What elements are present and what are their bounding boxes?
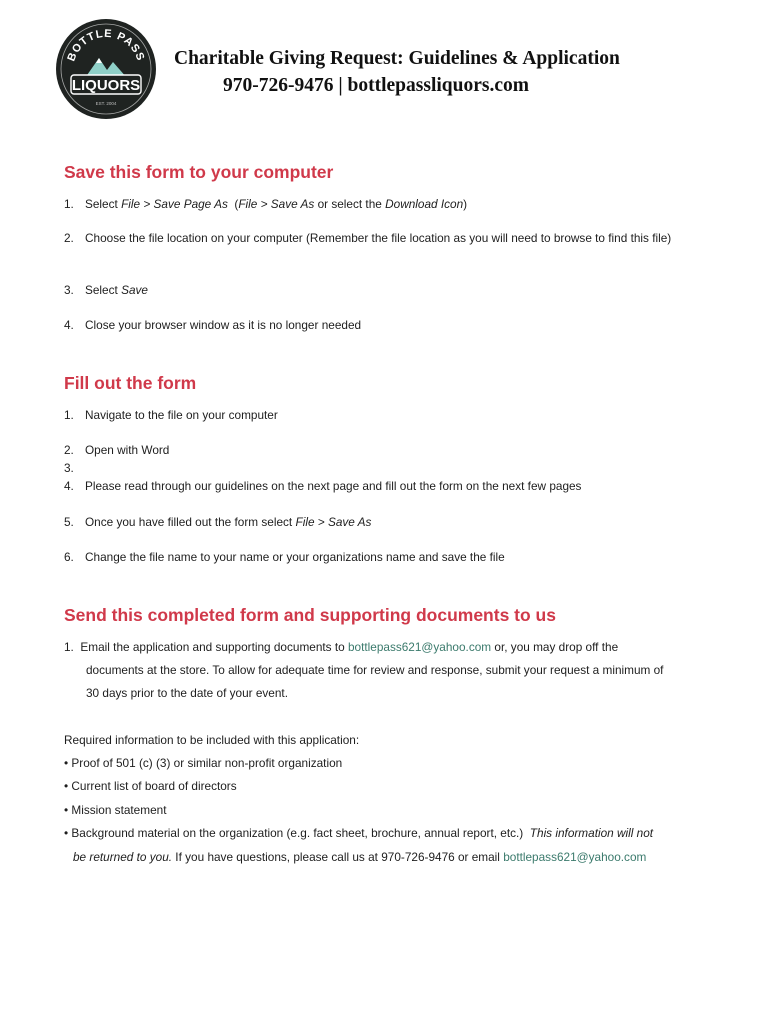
- email-link[interactable]: bottlepass621@yahoo.com: [503, 850, 647, 864]
- send-instruction-line3: 30 days prior to the date of your event.: [86, 686, 288, 700]
- required-info-intro: Required information to be included with this application:: [64, 733, 360, 747]
- contact-line: 970-726-9476 | bottlepassliquors.com: [223, 75, 530, 96]
- bullet-item: • Mission statement: [64, 803, 167, 817]
- bottle-pass-logo: [55, 18, 157, 120]
- logo-text: LIQUORS: [71, 77, 141, 94]
- email-link[interactable]: bottlepass621@yahoo.com: [347, 640, 492, 654]
- bullet-item: • Background material on the organization (e.g. fact sheet, brochure, annual report, etc.) This information will not: [64, 826, 654, 840]
- section-heading-fill: Fill out the form: [64, 373, 197, 393]
- note-emphasis: This information will not: [529, 826, 654, 840]
- contact-note: be returned to you. If you have questions, please call us at 970-726-9476 or email bottlepass621@yahoo.com: [73, 850, 647, 864]
- bullet-item: • Proof of 501 (c) (3) or similar non-profit organization: [64, 756, 343, 770]
- logo-arc-text: BOTTLE PASS: [65, 27, 147, 63]
- section-heading-save: Save this form to your computer: [64, 162, 334, 182]
- send-instruction-line1: 1. Email the application and supporting documents to bottlepass621@yahoo.com or, you may drop off the: [64, 640, 619, 654]
- logo-est-text: EST. 2004: [95, 101, 117, 106]
- send-instruction-line2: documents at the store. To allow for adequate time for review and response, submit your request a minimum of: [86, 663, 664, 677]
- section-heading-send: Send this completed form and supporting documents to us: [64, 605, 556, 625]
- bullet-item: • Current list of board of directors: [64, 779, 237, 793]
- page-title: Charitable Giving Request: Guidelines & Application: [174, 48, 620, 69]
